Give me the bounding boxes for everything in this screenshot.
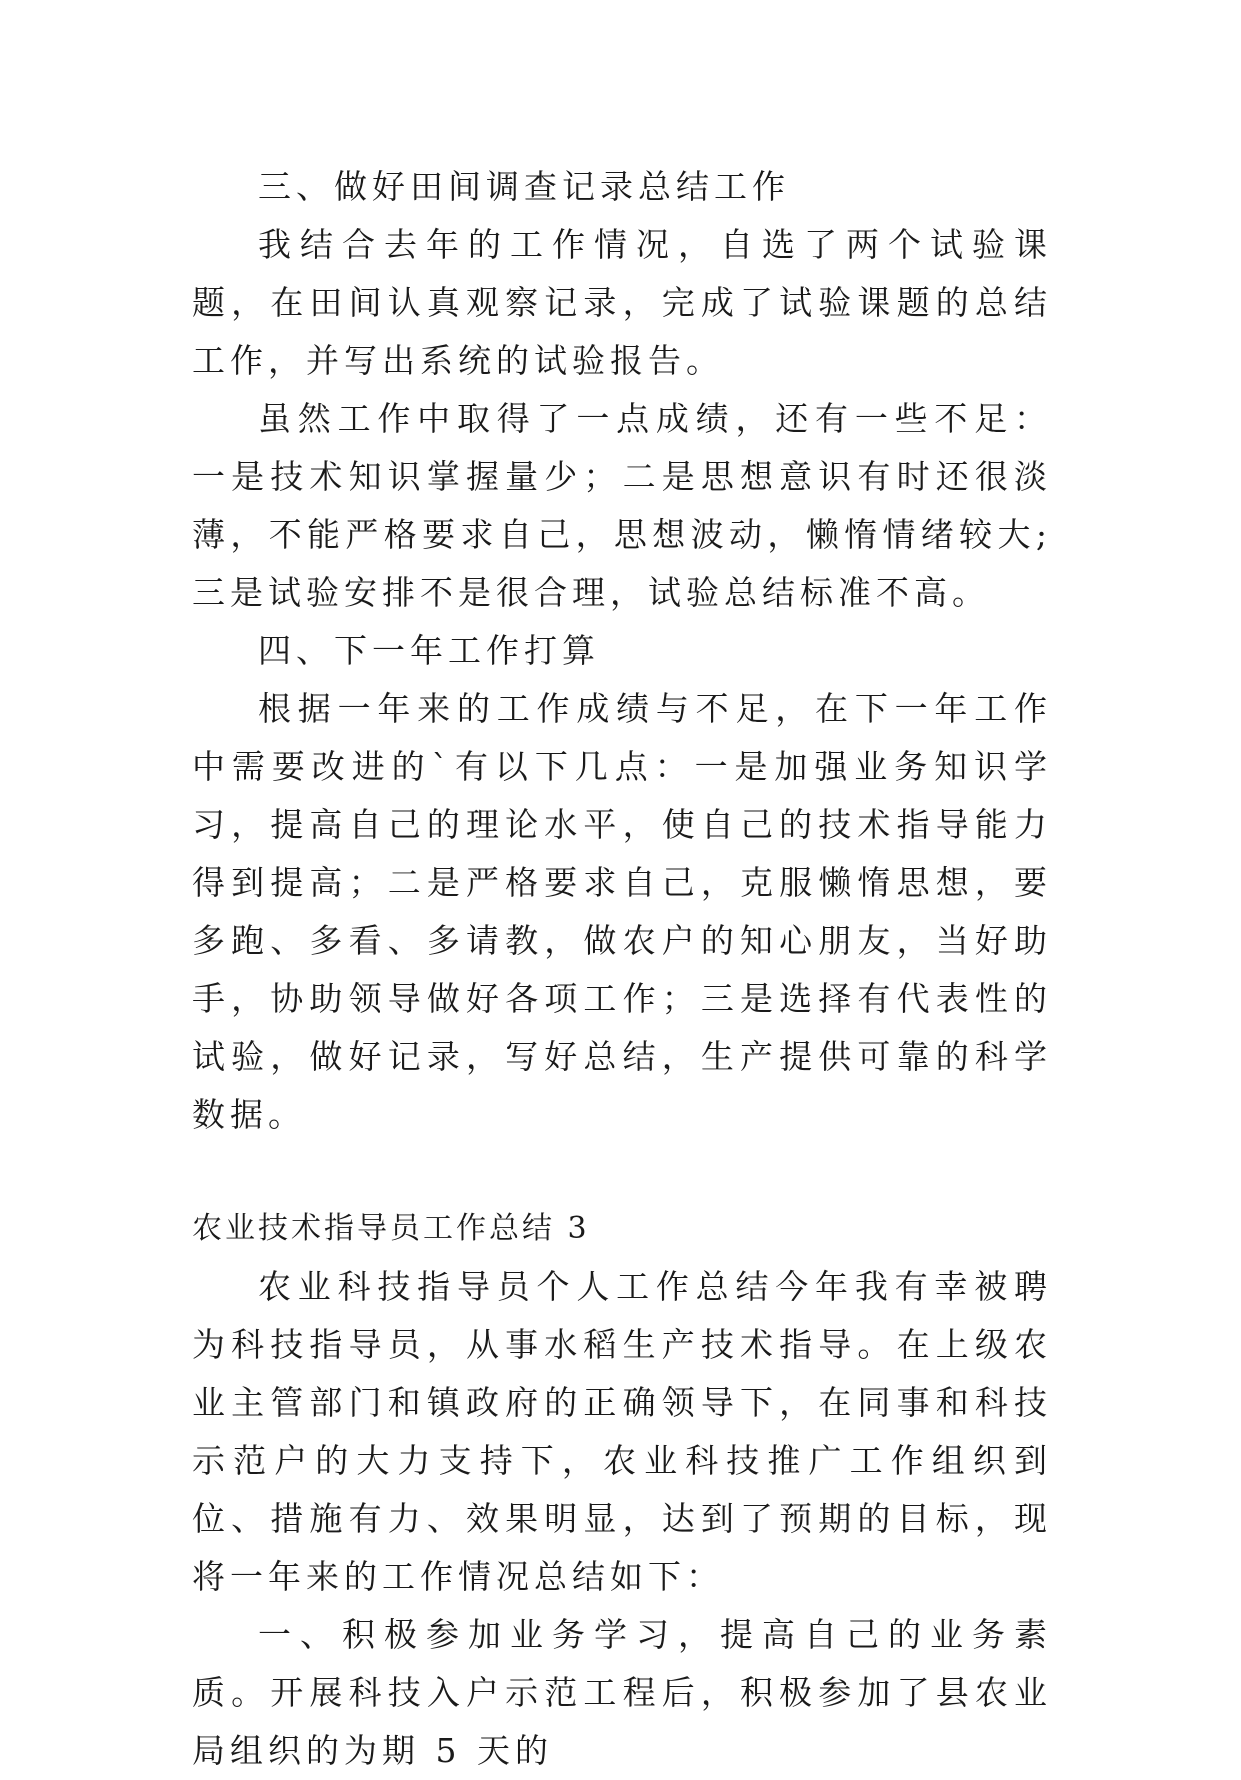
paragraph-intro: 农业科技指导员个人工作总结今年我有幸被聘为科技指导员，从事水稻生产技术指导。在上级农业主管部门和镇政府的正确领导下，在同事和科技示范户的大力支持下，农业科技推广工作组织到位、措施有力、效果明显，达到了预期的目标，现将一年来的工作情况总结如下： [192, 1267, 1052, 1596]
section-title: 农业技术指导员工作总结 3 [192, 1211, 590, 1246]
paragraph-shortcomings: 虽然工作中取得了一点成绩，还有一些不足：一是技术知识掌握量少；二是思想意识有时还很淡薄，不能严格要求自己，思想波动，懒惰情绪较大;三是试验安排不是很合理，试验总结标准不高。 [192, 399, 1052, 612]
heading-field-survey: 三、做好田间调查记录总结工作 [258, 167, 790, 206]
paragraph-trial-work: 我结合去年的工作情况，自选了两个试验课题，在田间认真观察记录，完成了试验课题的总结工作，并写出系统的试验报告。 [192, 225, 1052, 380]
paragraph-study: 一、积极参加业务学习，提高自己的业务素质。开展科技入户示范工程后，积极参加了县农业局组织的为期 5 天的 [192, 1615, 1052, 1770]
heading-next-year-plan: 四、下一年工作打算 [258, 631, 600, 670]
section-3 [192, 1200, 1052, 1780]
paragraph-plan: 根据一年来的工作成绩与不足，在下一年工作中需要改进的`有以下几点：一是加强业务知识学习，提高自己的理论水平，使自己的技术指导能力得到提高；二是严格要求自己，克服懒惰思想，要多跑、多看、多请教，做农户的知心朋友，当好助手，协助领导做好各项工作；三是选择有代表性的试验，做好记录，写好总结，生产提供可靠的科学数据。 [192, 689, 1052, 1134]
document-page [192, 158, 1052, 1780]
